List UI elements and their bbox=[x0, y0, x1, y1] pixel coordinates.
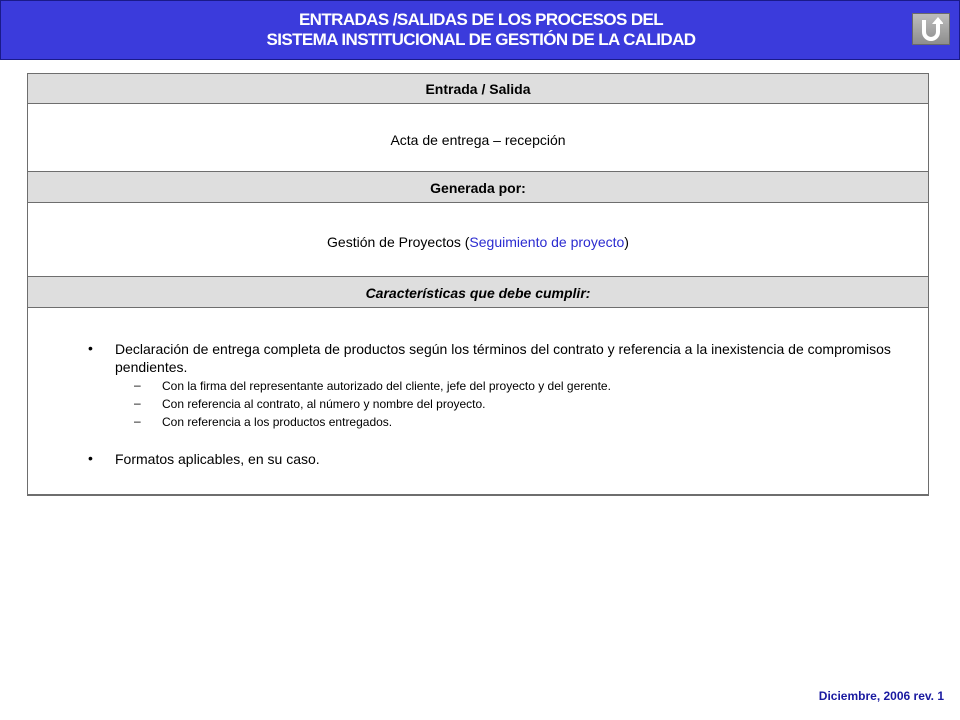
u-turn-back-icon bbox=[919, 17, 943, 41]
requirements-header-row bbox=[28, 277, 928, 308]
entry-value: Acta de entrega – recepción bbox=[390, 132, 566, 148]
sub-bullet: – bbox=[134, 396, 141, 410]
list-item: Declaración de entrega completa de productos según los términos del contrato y referencia a la inexistencia de compromisos pendientes. bbox=[115, 341, 891, 375]
page-title-line-1: ENTRADAS /SALIDAS DE LOS PROCESOS DEL bbox=[298, 10, 664, 29]
sub-list-item: Con referencia a los productos entregados. bbox=[162, 415, 393, 429]
back-button[interactable] bbox=[912, 13, 950, 45]
page-title-line-2: SISTEMA INSTITUCIONAL DE GESTIÓN DE LA CALIDAD bbox=[266, 30, 696, 49]
generated-suffix: ) bbox=[624, 234, 629, 250]
sub-bullet: – bbox=[134, 378, 141, 392]
entry-value-row bbox=[28, 104, 928, 172]
list-item: Formatos aplicables, en su caso. bbox=[115, 451, 320, 467]
bullet: • bbox=[88, 450, 93, 466]
requirements-header: Características que debe cumplir: bbox=[365, 285, 591, 301]
generated-link[interactable]: Seguimiento de proyecto bbox=[469, 234, 625, 250]
generated-prefix: Gestión de Proyectos ( bbox=[327, 234, 470, 250]
generated-header-row bbox=[28, 172, 928, 203]
requirements-body bbox=[28, 308, 928, 495]
generated-value bbox=[28, 234, 928, 250]
entry-header: Entrada / Salida bbox=[425, 81, 531, 97]
sub-bullet: – bbox=[134, 414, 141, 428]
revision-footer: Diciembre, 2006 rev. 1 bbox=[818, 689, 944, 703]
entry-header-row bbox=[28, 74, 928, 104]
bullet: • bbox=[88, 340, 93, 356]
page-title bbox=[1, 10, 960, 50]
page-header bbox=[0, 0, 960, 60]
sub-list-item: Con la firma del representante autorizado del cliente, jefe del proyecto y del gerente. bbox=[162, 379, 611, 393]
generated-header: Generada por: bbox=[430, 180, 526, 196]
sub-list-item: Con referencia al contrato, al número y nombre del proyecto. bbox=[162, 397, 486, 411]
process-io-table bbox=[27, 73, 929, 496]
generated-value-row bbox=[28, 203, 928, 277]
